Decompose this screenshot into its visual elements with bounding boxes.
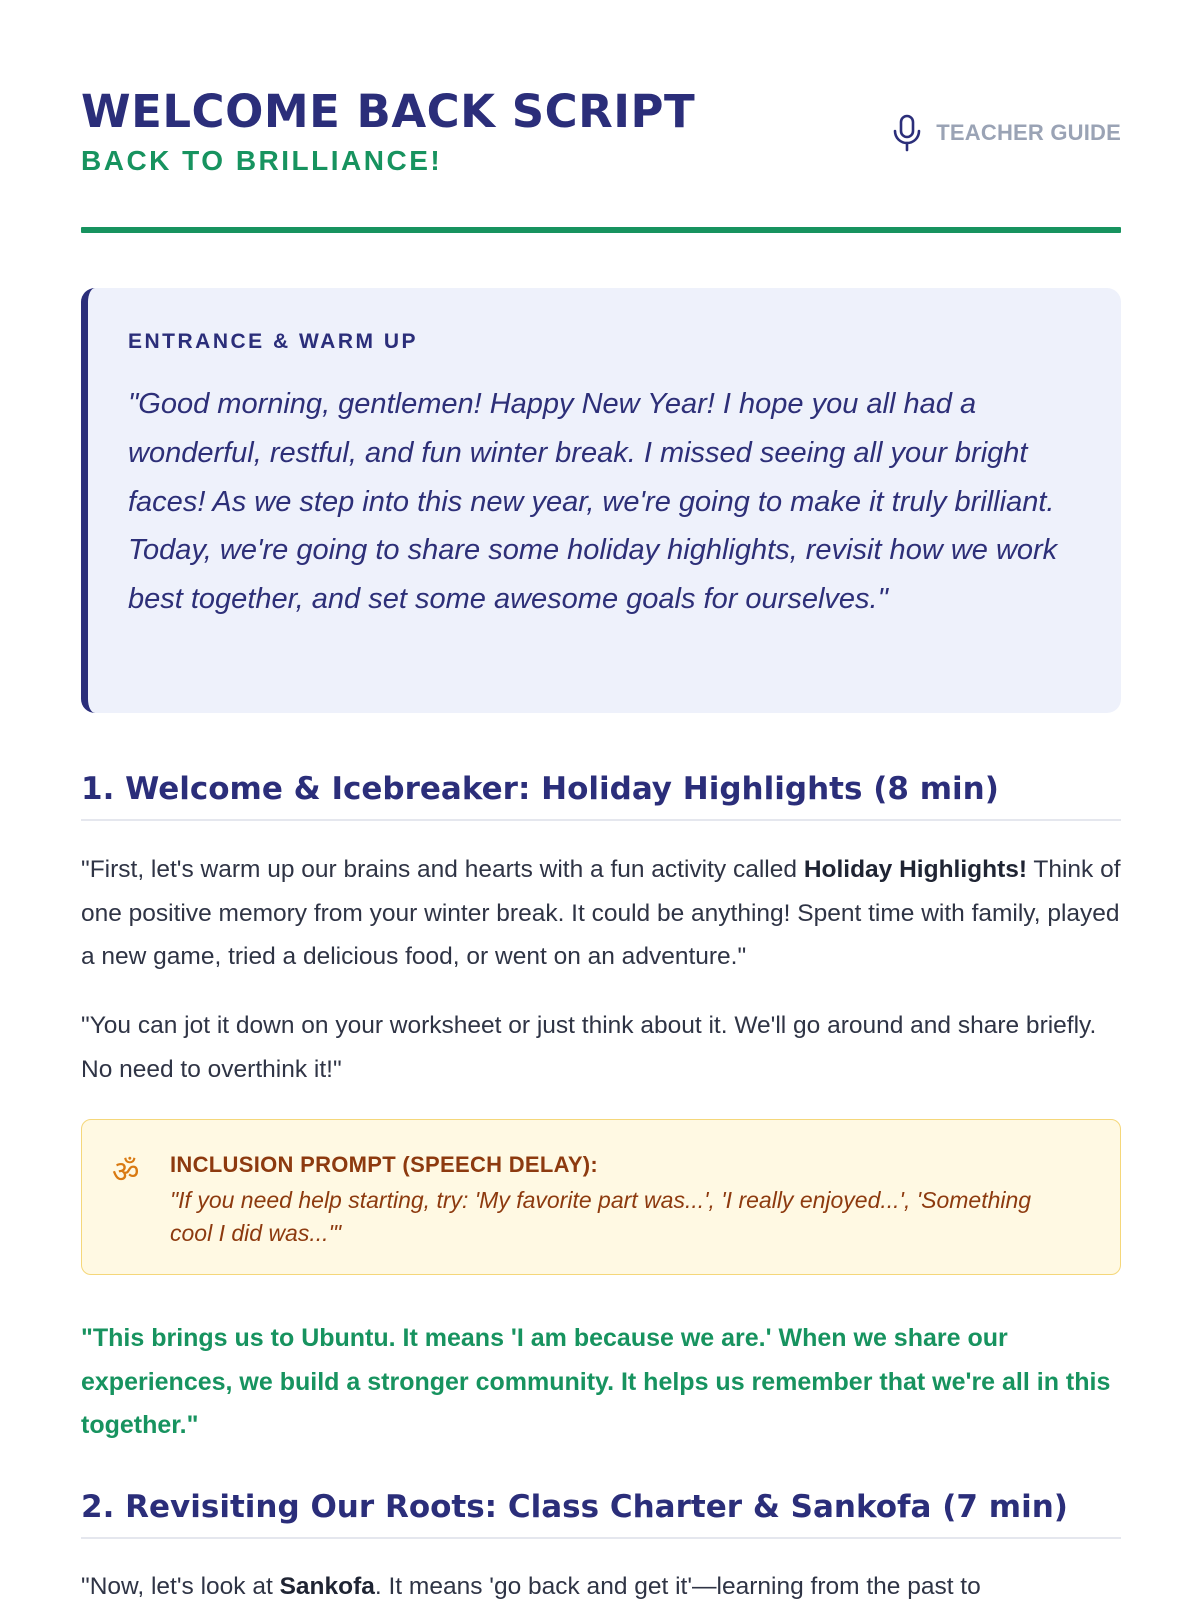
header-divider (81, 227, 1121, 233)
warmup-label: ENTRANCE & WARM UP (128, 330, 418, 353)
paragraph-text: Think of one positive memory from your winter break. It could be anything! Spent time with family, played a new game, tried a delicious food, or went on an adventure." (81, 856, 1121, 970)
section-2-paragraph-1 (81, 1565, 1121, 1609)
paragraph-text: . It means 'go back and get it'—learning from the past to (374, 1573, 981, 1600)
ubuntu-statement: "This brings us to Ubuntu. It means 'I am because we are.' When we share our experiences, we build a stronger community. It helps us remember that we're all in this together." (81, 1324, 1111, 1439)
paragraph-text: "Now, let's look at (81, 1573, 280, 1600)
page-header (81, 84, 1121, 232)
callout-text: "If you need help starting, try: 'My favorite part was...', 'I really enjoyed...', 'Something cool I did was...'" (170, 1187, 1032, 1246)
section-1-heading: 1. Welcome & Icebreaker: Holiday Highlights (8 min) (81, 769, 1121, 821)
paragraph-text: "First, let's warm up our brains and hearts with a fun activity called (81, 856, 804, 883)
activity-name: Holiday Highlights! (803, 856, 1028, 883)
om-symbol-icon: ॐ (112, 1156, 140, 1189)
page-title: WELCOME BACK SCRIPT (81, 85, 696, 138)
script-page (81, 84, 1121, 1600)
warmup-card (81, 288, 1121, 713)
microphone-icon (892, 114, 922, 152)
inclusion-prompt-callout (81, 1119, 1121, 1275)
warmup-quote: "Good morning, gentlemen! Happy New Year! I hope you all had a wonderful, restful, and fun winter break. I missed seeing all your bright faces! As we step into this new year, we're going to make it truly brilliant. Today, we're going to share some holiday highlights, revisit how we work best together, and set some awesome goals for ourselves." (128, 388, 1058, 616)
section-1-paragraph-1 (81, 848, 1121, 979)
page-subtitle: BACK TO BRILLIANCE! (81, 145, 443, 176)
callout-title: INCLUSION PROMPT (SPEECH DELAY): (170, 1152, 599, 1177)
teacher-guide-label: TEACHER GUIDE (936, 120, 1121, 145)
teacher-guide-tag (892, 114, 1121, 152)
section-2-heading: 2. Revisiting Our Roots: Class Charter & Sankofa (7 min) (81, 1487, 1121, 1539)
concept-name: Sankofa (279, 1573, 375, 1600)
section-1-paragraph-2: "You can jot it down on your worksheet or just think about it. We'll go around and share briefly. No need to overthink it!" (81, 1012, 1097, 1083)
